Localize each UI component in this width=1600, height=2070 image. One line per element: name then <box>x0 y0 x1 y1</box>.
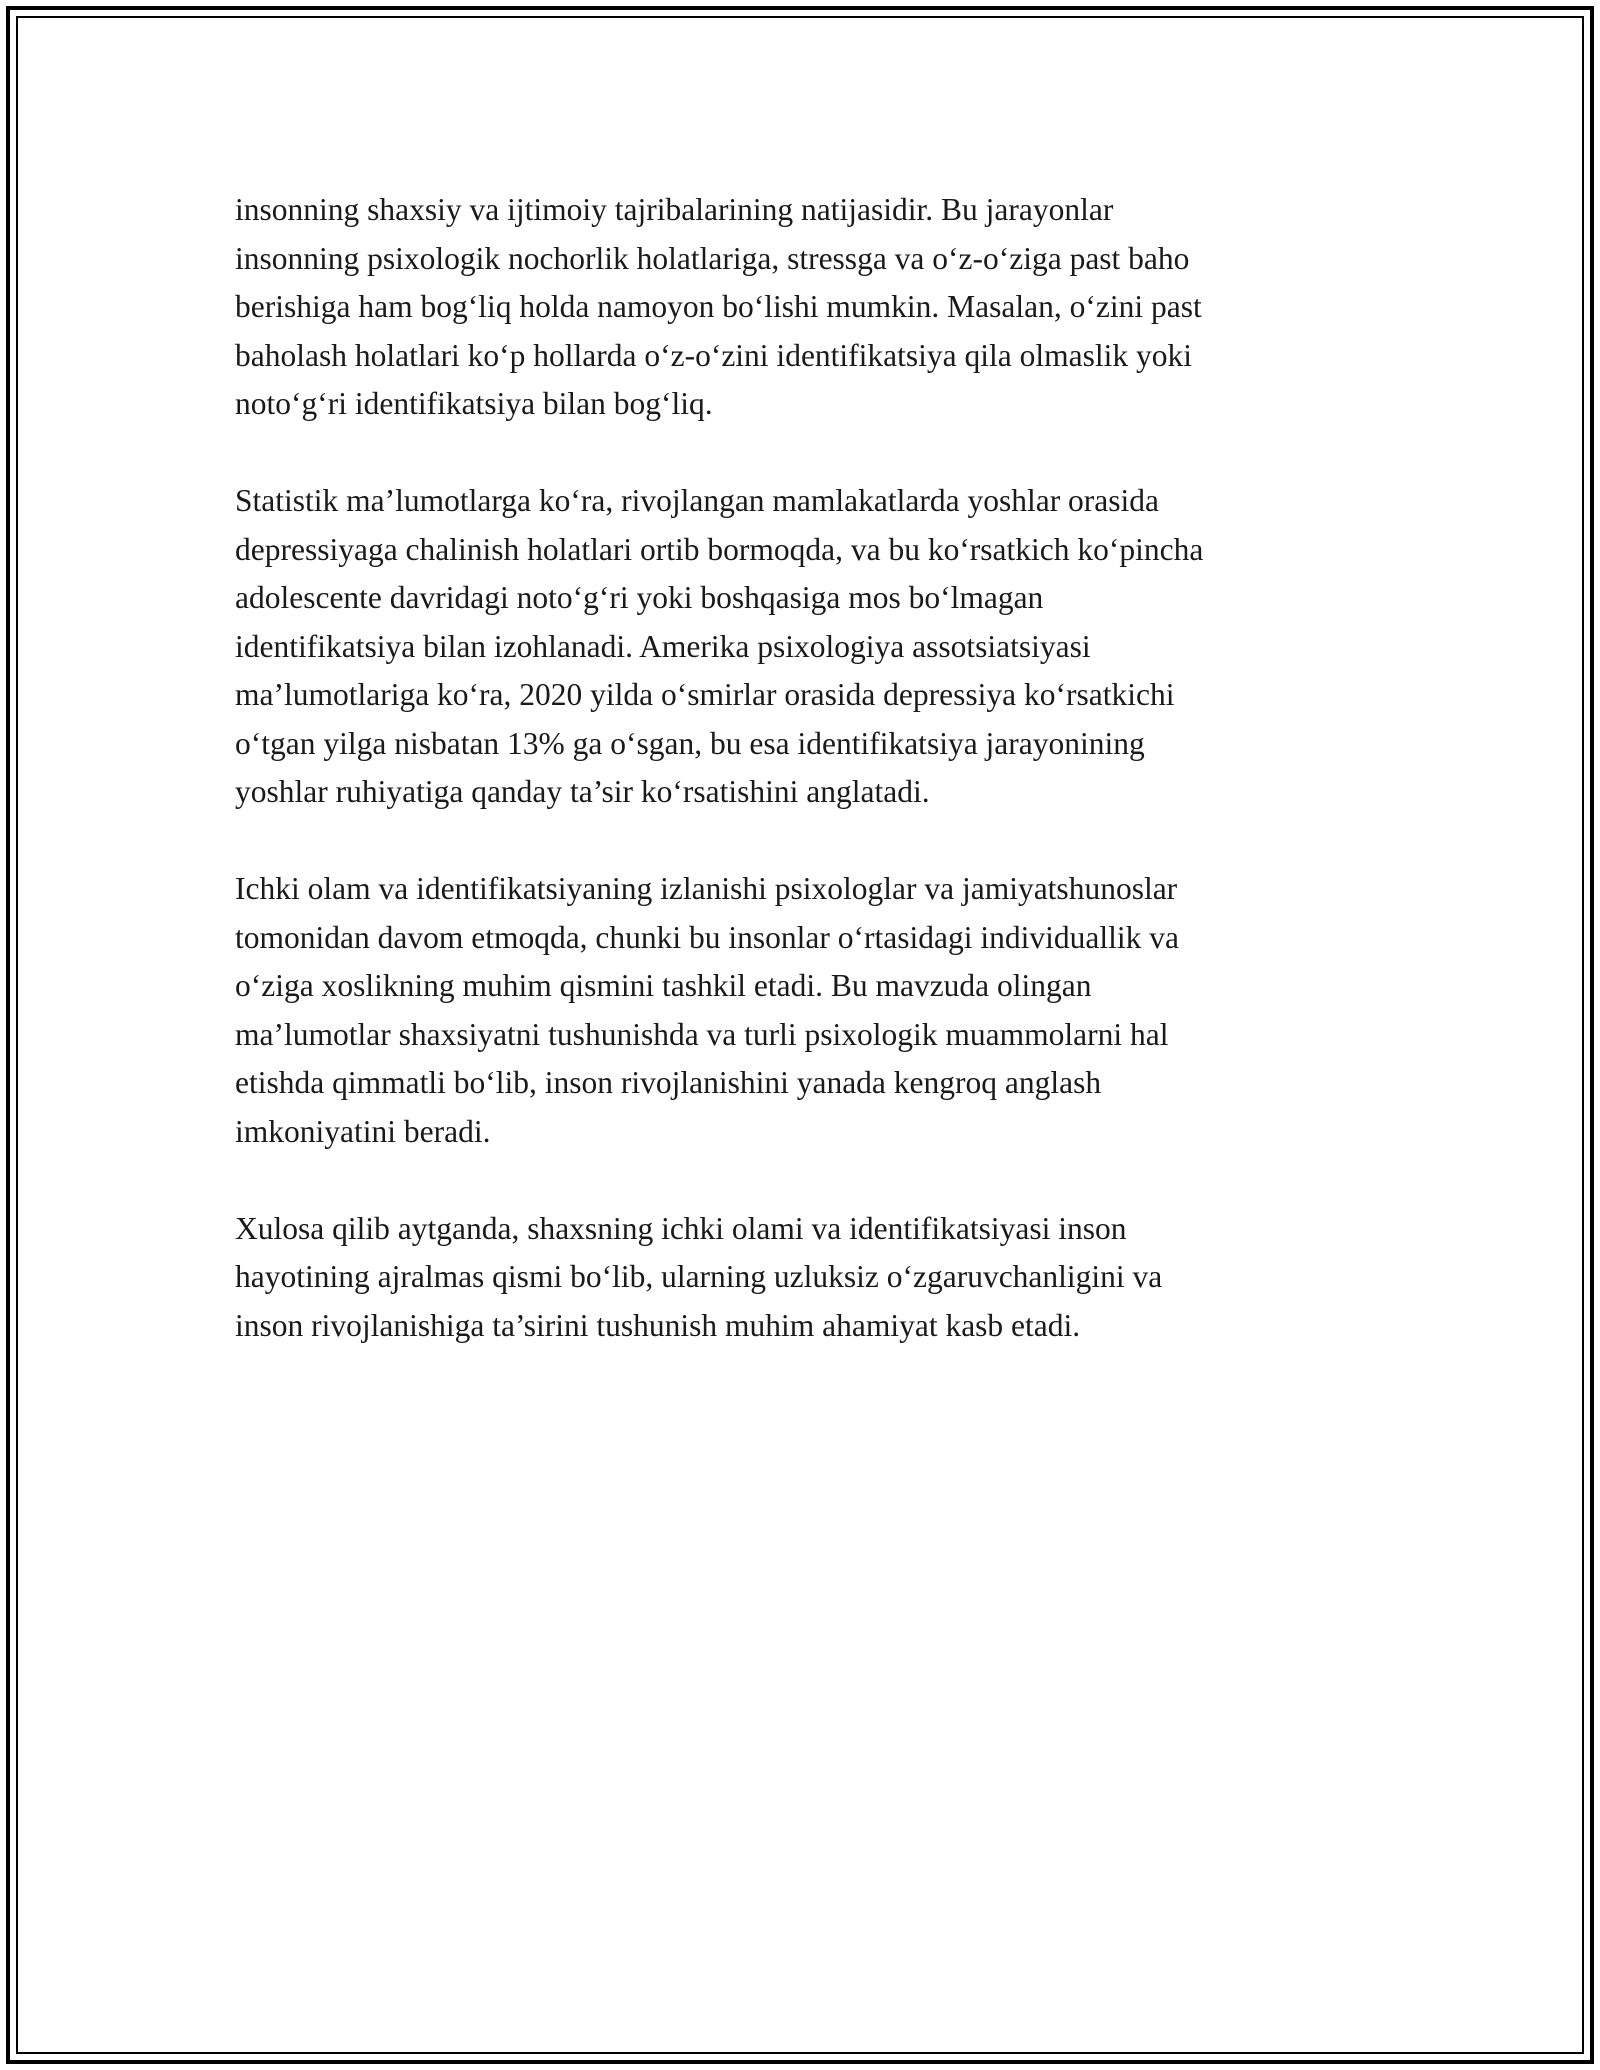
text-line: ma’lumotlar shaxsiyatni tushunishda va turli psixologik muammolarni hal <box>235 1016 1169 1052</box>
text-line: yoshlar ruhiyatiga qanday ta’sir ko‘rsatishini anglatadi. <box>235 774 930 809</box>
text-line: Ichki olam va identifikatsiyaning izlanishi psixologlar va jamiyatshunoslar <box>235 871 1178 906</box>
paragraph-4 <box>235 1205 1375 1351</box>
paragraph-1 <box>235 186 1375 429</box>
text-line: noto‘g‘ri identifikatsiya bilan bog‘liq. <box>235 386 713 421</box>
paragraph-2 <box>235 477 1375 817</box>
text-line: etishda qimmatli bo‘lib, inson rivojlanishini yanada kengroq anglash <box>235 1065 1102 1100</box>
text-line: Xulosa qilib aytganda, shaxsning ichki olami va identifikatsiyasi inson <box>235 1210 1127 1246</box>
text-line: imkoniyatini beradi. <box>235 1113 491 1149</box>
text-line: tomonidan davom etmoqda, chunki bu insonlar o‘rtasidagi individuallik va <box>235 919 1179 955</box>
text-line: berishiga ham bog‘liq holda namoyon bo‘lishi mumkin. Masalan, o‘zini past <box>235 289 1202 324</box>
text-line: ma’lumotlariga ko‘ra, 2020 yilda o‘smirlar orasida depressiya ko‘rsatkichi <box>235 677 1175 712</box>
document-body <box>235 186 1375 1399</box>
text-line: hayotining ajralmas qismi bo‘lib, ularning uzluksiz o‘zgaruvchanligini va <box>235 1259 1163 1294</box>
text-line: o‘ziga xoslikning muhim qismini tashkil etadi. Bu mavzuda olingan <box>235 968 1092 1003</box>
text-line: o‘tgan yilga nisbatan 13% ga o‘sgan, bu esa identifikatsiya jarayonining <box>235 725 1145 761</box>
paragraph-3 <box>235 865 1375 1156</box>
text-line: identifikatsiya bilan izohlanadi. Amerika psixologiya assotsiatsiyasi <box>235 628 1091 664</box>
text-line: baholash holatlari ko‘p hollarda o‘z-o‘zini identifikatsiya qila olmaslik yoki <box>235 337 1192 373</box>
text-line: adolescente davridagi noto‘g‘ri yoki boshqasiga mos bo‘lmagan <box>235 580 1044 615</box>
text-line: insonning shaxsiy va ijtimoiy tajribalarining natijasidir. Bu jarayonlar <box>235 192 1114 227</box>
text-line: inson rivojlanishiga ta’sirini tushunish muhim ahamiyat kasb etadi. <box>235 1307 1081 1343</box>
text-line: Statistik ma’lumotlarga ko‘ra, rivojlangan mamlakatlarda yoshlar orasida <box>235 483 1160 518</box>
text-line: insonning psixologik nochorlik holatlariga, stressga va o‘z-o‘ziga past baho <box>235 240 1190 276</box>
text-line: depressiyaga chalinish holatlari ortib bormoqda, va bu ko‘rsatkich ko‘pincha <box>235 531 1204 567</box>
